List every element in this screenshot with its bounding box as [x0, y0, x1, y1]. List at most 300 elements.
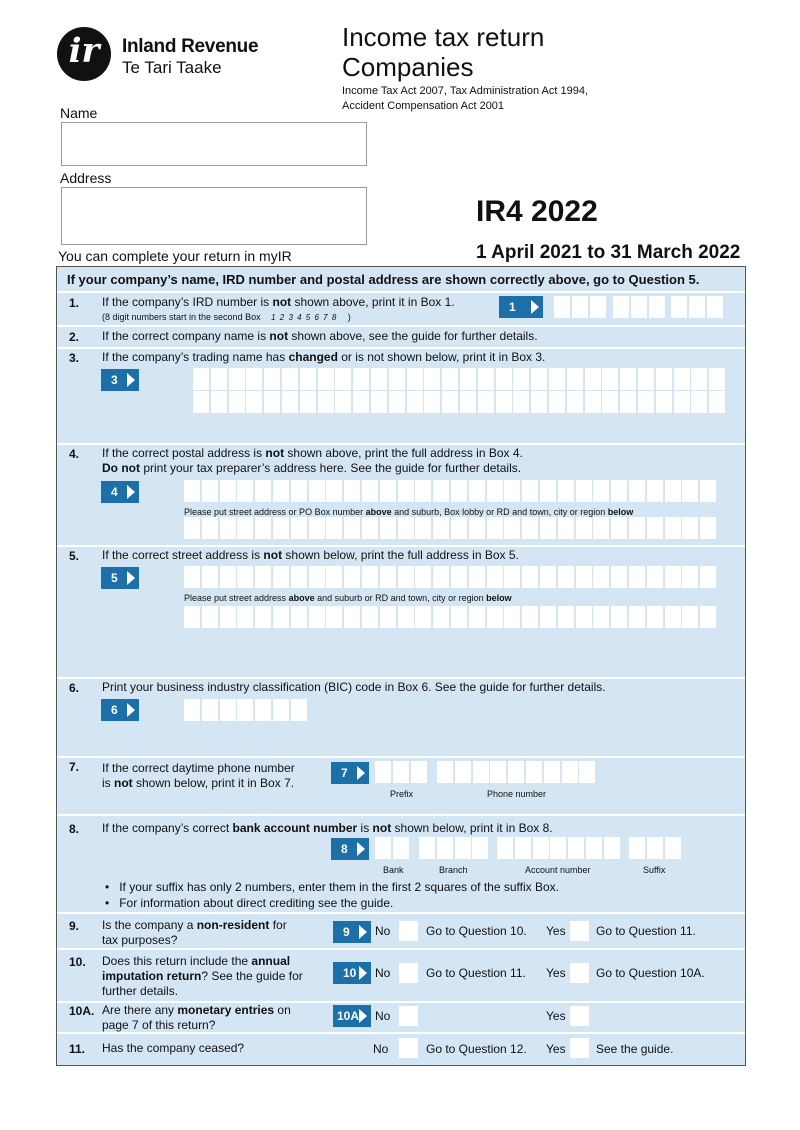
q11-no-label: No [373, 1042, 389, 1056]
character-box[interactable] [585, 391, 601, 413]
character-box[interactable] [255, 566, 271, 588]
character-box[interactable] [709, 391, 725, 413]
q10a-yes-label: Yes [546, 1009, 566, 1023]
character-box[interactable] [326, 566, 342, 588]
character-box[interactable] [469, 517, 485, 539]
q9-yes-box[interactable] [570, 921, 589, 941]
character-box[interactable] [451, 517, 467, 539]
character-box[interactable] [282, 391, 298, 413]
character-box[interactable] [184, 699, 200, 721]
character-box[interactable] [533, 837, 549, 859]
character-box[interactable] [496, 368, 512, 390]
character-box[interactable] [540, 566, 556, 588]
character-box[interactable] [211, 368, 227, 390]
character-box[interactable] [389, 368, 405, 390]
character-box[interactable] [424, 368, 440, 390]
q11-yes-box[interactable] [570, 1038, 589, 1058]
box-7-tag: 7 [331, 762, 369, 784]
character-box[interactable] [246, 391, 262, 413]
character-box[interactable] [629, 566, 645, 588]
q11-yes-goto: See the guide. [596, 1042, 674, 1056]
character-box[interactable] [344, 566, 360, 588]
character-box[interactable] [682, 480, 698, 502]
character-box[interactable] [237, 480, 253, 502]
character-box[interactable] [433, 606, 449, 628]
character-box[interactable] [255, 699, 271, 721]
character-box[interactable] [202, 517, 218, 539]
character-box[interactable] [273, 566, 289, 588]
address-label: Address [60, 170, 112, 186]
character-box[interactable] [344, 480, 360, 502]
character-box[interactable] [593, 480, 609, 502]
character-box[interactable] [291, 606, 307, 628]
character-box[interactable] [389, 391, 405, 413]
q9-no-label: No [375, 924, 391, 938]
character-box[interactable] [442, 368, 458, 390]
character-box[interactable] [508, 761, 524, 783]
box-5-tag: 5 [101, 567, 139, 589]
character-box[interactable] [682, 517, 698, 539]
character-box[interactable] [237, 566, 253, 588]
character-box[interactable] [674, 391, 690, 413]
form-title: Income tax return [342, 22, 545, 52]
bank-caption: Bank [383, 865, 404, 875]
character-box[interactable] [665, 480, 681, 502]
character-box[interactable] [568, 837, 584, 859]
character-box[interactable] [371, 391, 387, 413]
character-box[interactable] [318, 391, 334, 413]
character-box[interactable] [682, 606, 698, 628]
character-box[interactable] [433, 566, 449, 588]
character-box[interactable] [451, 480, 467, 502]
character-box[interactable] [255, 480, 271, 502]
address-field[interactable] [61, 187, 367, 245]
character-box[interactable] [264, 391, 280, 413]
q10-no-label: No [375, 966, 391, 980]
character-box[interactable] [522, 517, 538, 539]
character-box[interactable] [620, 391, 636, 413]
character-box[interactable] [184, 566, 200, 588]
character-box[interactable] [504, 517, 520, 539]
character-box[interactable] [515, 837, 531, 859]
character-box[interactable] [398, 606, 414, 628]
character-box[interactable] [291, 699, 307, 721]
tax-period: 1 April 2021 to 31 March 2022 [476, 242, 741, 263]
character-box[interactable] [380, 517, 396, 539]
character-box[interactable] [371, 368, 387, 390]
character-box[interactable] [526, 761, 542, 783]
character-box[interactable] [554, 296, 570, 318]
character-box[interactable] [629, 517, 645, 539]
character-box[interactable] [237, 699, 253, 721]
character-box[interactable] [522, 606, 538, 628]
q10a-no-label: No [375, 1009, 391, 1023]
box-3-tag: 3 [101, 369, 139, 391]
character-box[interactable] [513, 368, 529, 390]
character-box[interactable] [689, 296, 705, 318]
character-box[interactable] [549, 368, 565, 390]
character-box[interactable] [375, 837, 391, 859]
character-box[interactable] [576, 517, 592, 539]
prefix-caption: Prefix [390, 789, 414, 799]
character-box[interactable] [424, 391, 440, 413]
character-box[interactable] [469, 480, 485, 502]
character-box[interactable] [202, 566, 218, 588]
character-box[interactable] [246, 368, 262, 390]
character-box[interactable] [647, 606, 663, 628]
character-box[interactable] [273, 480, 289, 502]
q3-number: 3. [69, 351, 80, 365]
character-box[interactable] [291, 566, 307, 588]
q9-number: 9. [69, 919, 80, 933]
q8-bullet-2: • For information about direct crediting see the guide. [105, 896, 394, 910]
character-box[interactable] [451, 566, 467, 588]
character-box[interactable] [665, 837, 681, 859]
character-box[interactable] [656, 391, 672, 413]
character-box[interactable] [460, 391, 476, 413]
character-box[interactable] [415, 480, 431, 502]
q8-number: 8. [69, 822, 80, 836]
character-box[interactable] [362, 517, 378, 539]
character-box[interactable] [558, 480, 574, 502]
character-box[interactable] [593, 566, 609, 588]
character-box[interactable] [472, 837, 488, 859]
character-box[interactable] [558, 566, 574, 588]
character-box[interactable] [353, 391, 369, 413]
character-box[interactable] [531, 368, 547, 390]
character-box[interactable] [184, 606, 200, 628]
character-box[interactable] [647, 480, 663, 502]
character-box[interactable] [300, 368, 316, 390]
q5-number: 5. [69, 549, 80, 563]
character-box[interactable] [451, 606, 467, 628]
character-box[interactable] [497, 837, 513, 859]
character-box[interactable] [393, 761, 409, 783]
character-box[interactable] [522, 566, 538, 588]
box-1-tag: 1 [499, 296, 543, 318]
q3-text: If the company’s trading name has changed or is not shown below, print it in Box 3. [102, 350, 546, 364]
character-box[interactable] [437, 761, 453, 783]
q11-number: 11. [69, 1042, 86, 1056]
character-box[interactable] [220, 606, 236, 628]
character-box[interactable] [344, 517, 360, 539]
box-8-tag: 8 [331, 838, 369, 860]
character-box[interactable] [649, 296, 665, 318]
character-box[interactable] [273, 606, 289, 628]
character-box[interactable] [442, 391, 458, 413]
q10-no-goto: Go to Question 11. [426, 966, 526, 980]
ird-logo [57, 27, 111, 81]
q10a-number: 10A. [69, 1004, 95, 1018]
character-box[interactable] [353, 368, 369, 390]
q1-number: 1. [69, 296, 80, 310]
q9-yes-label: Yes [546, 924, 566, 938]
q10-yes-goto: Go to Question 10A. [596, 966, 705, 980]
character-box[interactable] [255, 606, 271, 628]
character-box[interactable] [604, 837, 620, 859]
character-box[interactable] [469, 606, 485, 628]
character-box[interactable] [291, 517, 307, 539]
character-box[interactable] [433, 480, 449, 502]
phone-number-caption: Phone number [487, 789, 547, 799]
q10a-text: Are there any monetary entries on page 7 of this return? [102, 1003, 291, 1032]
character-box[interactable] [193, 368, 209, 390]
branch-caption: Branch [439, 865, 468, 875]
character-box[interactable] [638, 391, 654, 413]
character-box[interactable] [611, 480, 627, 502]
q10-yes-box[interactable] [570, 963, 589, 983]
character-box[interactable] [490, 761, 506, 783]
character-box[interactable] [455, 761, 471, 783]
character-box[interactable] [487, 480, 503, 502]
character-box[interactable] [674, 368, 690, 390]
q5-text: If the correct street address is not shown below, print the full address in Box 5. [102, 548, 519, 562]
character-box[interactable] [220, 566, 236, 588]
character-box[interactable] [291, 480, 307, 502]
character-box[interactable] [611, 606, 627, 628]
character-box[interactable] [460, 368, 476, 390]
character-box[interactable] [255, 517, 271, 539]
character-box[interactable] [602, 368, 618, 390]
character-box[interactable] [273, 517, 289, 539]
q10-no-box[interactable] [399, 963, 418, 983]
character-box[interactable] [593, 606, 609, 628]
character-box[interactable] [504, 566, 520, 588]
character-box[interactable] [700, 566, 716, 588]
character-box[interactable] [496, 391, 512, 413]
character-box[interactable] [629, 480, 645, 502]
postal-address-hint: Please put street address or PO Box number above and suburb, Box lobby or RD and town, city or region below [184, 507, 634, 517]
character-box[interactable] [558, 606, 574, 628]
character-box[interactable] [344, 606, 360, 628]
q10a-no-box[interactable] [399, 1006, 418, 1026]
character-box[interactable] [638, 368, 654, 390]
character-box[interactable] [620, 368, 636, 390]
form-code: IR4 2022 [476, 195, 598, 228]
character-box[interactable] [487, 606, 503, 628]
character-box[interactable] [300, 391, 316, 413]
form-acts: Income Tax Act 2007, Tax Administration Act 1994, Accident Compensation Act 2001 [342, 85, 589, 112]
q1-note: (8 digit numbers start in the second Box 1 2 3 4 5 6 7 8 ) [102, 312, 351, 322]
q11-no-box[interactable] [399, 1038, 418, 1058]
street-address-hint: Please put street address above and suburb or RD and town, city or region below [184, 593, 512, 603]
character-box[interactable] [611, 517, 627, 539]
character-box[interactable] [309, 517, 325, 539]
box-6-tag: 6 [101, 699, 139, 721]
character-box[interactable] [193, 391, 209, 413]
character-box[interactable] [631, 296, 647, 318]
character-box[interactable] [309, 480, 325, 502]
q10-text: Does this return include the annual imputation return? See the guide for further details. [102, 954, 303, 998]
q7-number: 7. [69, 760, 80, 774]
character-box[interactable] [380, 606, 396, 628]
character-box[interactable] [202, 480, 218, 502]
character-box[interactable] [326, 480, 342, 502]
character-box[interactable] [656, 368, 672, 390]
character-box[interactable] [700, 606, 716, 628]
character-box[interactable] [362, 480, 378, 502]
q10-yes-label: Yes [546, 966, 566, 980]
character-box[interactable] [522, 480, 538, 502]
form-subtitle: Companies [342, 52, 474, 82]
character-box[interactable] [282, 368, 298, 390]
character-box[interactable] [544, 761, 560, 783]
character-box[interactable] [211, 391, 227, 413]
character-box[interactable] [567, 391, 583, 413]
q2-number: 2. [69, 330, 80, 344]
character-box[interactable] [558, 517, 574, 539]
character-box[interactable] [407, 391, 423, 413]
character-box[interactable] [415, 517, 431, 539]
ird-logo-glyph: ir [68, 31, 100, 71]
q11-text: Has the company ceased? [102, 1041, 245, 1055]
character-box[interactable] [309, 606, 325, 628]
character-box[interactable] [433, 517, 449, 539]
character-box[interactable] [335, 391, 351, 413]
character-box[interactable] [478, 368, 494, 390]
character-box[interactable] [335, 368, 351, 390]
character-box[interactable] [415, 566, 431, 588]
character-box[interactable] [540, 606, 556, 628]
character-box[interactable] [550, 837, 566, 859]
intro-instruction: If your company’s name, IRD number and postal address are shown correctly above, go to Question 5. [67, 272, 700, 287]
character-box[interactable] [273, 699, 289, 721]
character-box[interactable] [202, 606, 218, 628]
character-box[interactable] [237, 517, 253, 539]
myir-note: You can complete your return in myIR [58, 248, 292, 264]
character-box[interactable] [220, 517, 236, 539]
character-box[interactable] [380, 480, 396, 502]
org-name: Inland Revenue [122, 36, 259, 57]
character-box[interactable] [419, 837, 435, 859]
character-box[interactable] [380, 566, 396, 588]
character-box[interactable] [593, 517, 609, 539]
character-box[interactable] [229, 368, 245, 390]
character-box[interactable] [665, 606, 681, 628]
name-field[interactable] [61, 122, 367, 166]
character-box[interactable] [585, 368, 601, 390]
q9-no-goto: Go to Question 10. [426, 924, 527, 938]
character-box[interactable] [665, 517, 681, 539]
box-9-tag: 9 [333, 921, 371, 943]
character-box[interactable] [531, 391, 547, 413]
character-box[interactable] [184, 517, 200, 539]
q11-no-goto: Go to Question 12. [426, 1042, 527, 1056]
character-box[interactable] [398, 480, 414, 502]
box-4-tag: 4 [101, 481, 139, 503]
character-box[interactable] [579, 761, 595, 783]
q7-text: If the correct daytime phone number is not shown below, print it in Box 7. [102, 761, 295, 790]
character-box[interactable] [264, 368, 280, 390]
character-box[interactable] [473, 761, 489, 783]
character-box[interactable] [504, 480, 520, 502]
character-box[interactable] [700, 517, 716, 539]
character-box[interactable] [613, 296, 629, 318]
character-box[interactable] [237, 606, 253, 628]
character-box[interactable] [682, 566, 698, 588]
character-box[interactable] [513, 391, 529, 413]
character-box[interactable] [707, 296, 723, 318]
character-box[interactable] [411, 761, 427, 783]
q10a-yes-box[interactable] [570, 1006, 589, 1026]
character-box[interactable] [562, 761, 578, 783]
character-box[interactable] [576, 606, 592, 628]
character-box[interactable] [549, 391, 565, 413]
character-box[interactable] [318, 368, 334, 390]
character-box[interactable] [576, 566, 592, 588]
character-box[interactable] [469, 566, 485, 588]
q2-text: If the correct company name is not shown above, see the guide for further details. [102, 329, 538, 343]
character-box[interactable] [671, 296, 687, 318]
character-box[interactable] [398, 566, 414, 588]
character-box[interactable] [407, 368, 423, 390]
character-box[interactable] [540, 517, 556, 539]
character-box[interactable] [184, 480, 200, 502]
org-maori-name: Te Tari Taake [122, 58, 222, 77]
character-box[interactable] [326, 606, 342, 628]
character-box[interactable] [220, 480, 236, 502]
q9-yes-goto: Go to Question 11. [596, 924, 696, 938]
character-box[interactable] [576, 480, 592, 502]
character-box[interactable] [437, 837, 453, 859]
character-box[interactable] [375, 761, 391, 783]
character-box[interactable] [487, 566, 503, 588]
character-box[interactable] [455, 837, 471, 859]
character-box[interactable] [398, 517, 414, 539]
character-box[interactable] [629, 606, 645, 628]
character-box[interactable] [572, 296, 588, 318]
character-box[interactable] [362, 606, 378, 628]
character-box[interactable] [647, 517, 663, 539]
character-box[interactable] [309, 566, 325, 588]
q4-number: 4. [69, 447, 80, 461]
character-box[interactable] [229, 391, 245, 413]
q9-text: Is the company a non-resident for tax purposes? [102, 918, 287, 947]
character-box[interactable] [647, 566, 663, 588]
character-box[interactable] [415, 606, 431, 628]
q11-yes-label: Yes [546, 1042, 566, 1056]
question-panel [56, 266, 746, 1066]
character-box[interactable] [647, 837, 663, 859]
character-box[interactable] [629, 837, 645, 859]
q6-number: 6. [69, 681, 80, 695]
character-box[interactable] [665, 566, 681, 588]
character-box[interactable] [567, 368, 583, 390]
character-box[interactable] [691, 368, 707, 390]
character-box[interactable] [691, 391, 707, 413]
q10-number: 10. [69, 955, 86, 969]
character-box[interactable] [326, 517, 342, 539]
suffix-caption: Suffix [643, 865, 666, 875]
character-box[interactable] [590, 296, 606, 318]
q8-text: If the company’s correct bank account number is not shown below, print it in Box 8. [102, 821, 553, 835]
character-box[interactable] [393, 837, 409, 859]
character-box[interactable] [700, 480, 716, 502]
character-box[interactable] [362, 566, 378, 588]
character-box[interactable] [220, 699, 236, 721]
character-box[interactable] [478, 391, 494, 413]
character-box[interactable] [611, 566, 627, 588]
character-box[interactable] [202, 699, 218, 721]
character-box[interactable] [709, 368, 725, 390]
character-box[interactable] [540, 480, 556, 502]
character-box[interactable] [586, 837, 602, 859]
q9-no-box[interactable] [399, 921, 418, 941]
character-box[interactable] [602, 391, 618, 413]
character-box[interactable] [487, 517, 503, 539]
character-box[interactable] [504, 606, 520, 628]
name-label: Name [60, 105, 98, 121]
